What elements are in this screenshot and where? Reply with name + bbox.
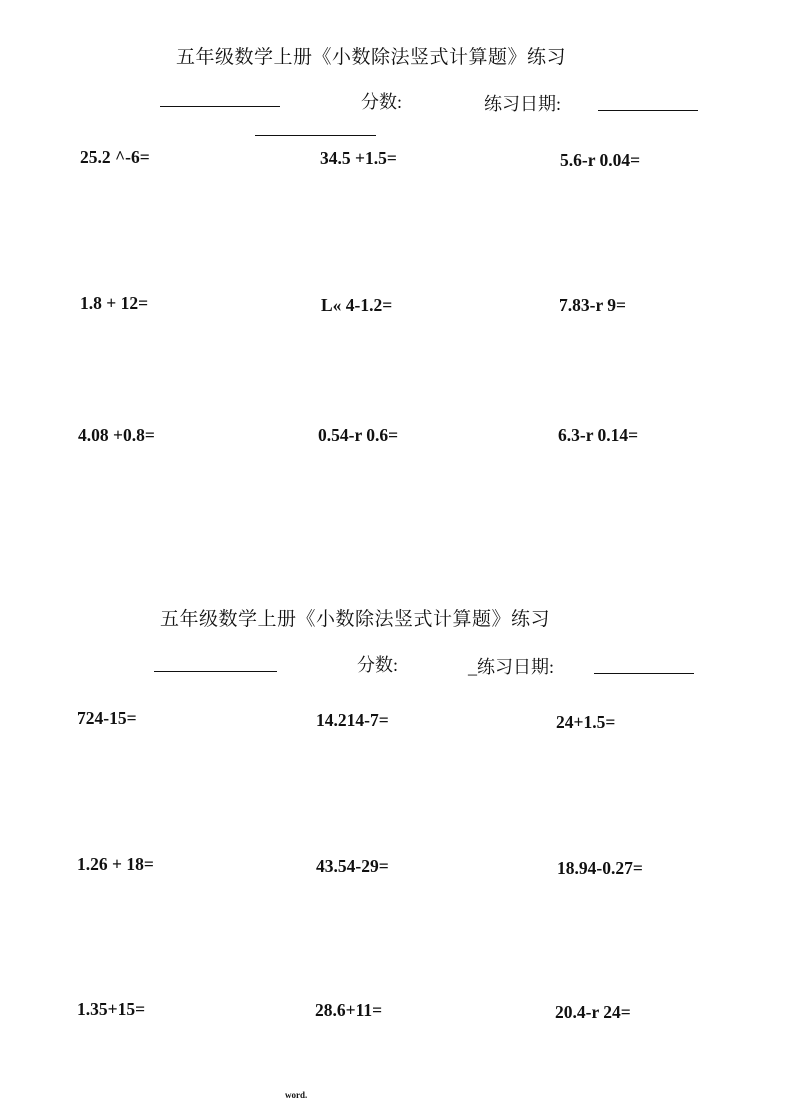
problem-item: 24+1.5= bbox=[556, 712, 616, 732]
problem-item: 7.83-r 9= bbox=[559, 295, 627, 315]
problem-item: 14.214-7= bbox=[316, 710, 389, 730]
problem-item: 25.2 ^-6= bbox=[80, 147, 150, 167]
problem-item: L« 4-1.2= bbox=[321, 295, 393, 315]
problem-item: 1.8 + 12= bbox=[80, 293, 149, 313]
name-blank-line bbox=[160, 106, 280, 107]
problem-item: 43.54-29= bbox=[316, 856, 389, 876]
date-blank-line bbox=[594, 673, 694, 674]
problem-item: 1.35+15= bbox=[77, 999, 146, 1019]
name-blank-line bbox=[154, 671, 277, 672]
score-label: 分数: bbox=[361, 92, 403, 112]
worksheet-title: 五年级数学上册《小数除法竖式计算题》练习 bbox=[160, 609, 551, 630]
problem-item: 4.08 +0.8= bbox=[78, 425, 155, 445]
score-label: 分数: bbox=[357, 655, 399, 675]
problem-item: 28.6+11= bbox=[315, 1000, 383, 1020]
problem-item: 34.5 +1.5= bbox=[320, 148, 397, 168]
problem-item: 20.4-r 24= bbox=[555, 1002, 631, 1022]
extra-blank-line bbox=[255, 135, 376, 136]
problem-item: 0.54-r 0.6= bbox=[318, 425, 399, 445]
problem-item: 6.3-r 0.14= bbox=[558, 425, 639, 445]
worksheet-title: 五年级数学上册《小数除法竖式计算题》练习 bbox=[176, 47, 567, 68]
problem-item: 5.6-r 0.04= bbox=[560, 150, 641, 170]
problem-item: 1.26 + 18= bbox=[77, 854, 154, 874]
date-label: _练习日期: bbox=[468, 657, 555, 677]
problem-item: 18.94-0.27= bbox=[557, 858, 643, 878]
problem-item: 724-15= bbox=[77, 708, 137, 728]
date-label: 练习日期: bbox=[484, 94, 562, 114]
date-blank-line bbox=[598, 110, 698, 111]
footer-text: word. bbox=[285, 1090, 308, 1100]
